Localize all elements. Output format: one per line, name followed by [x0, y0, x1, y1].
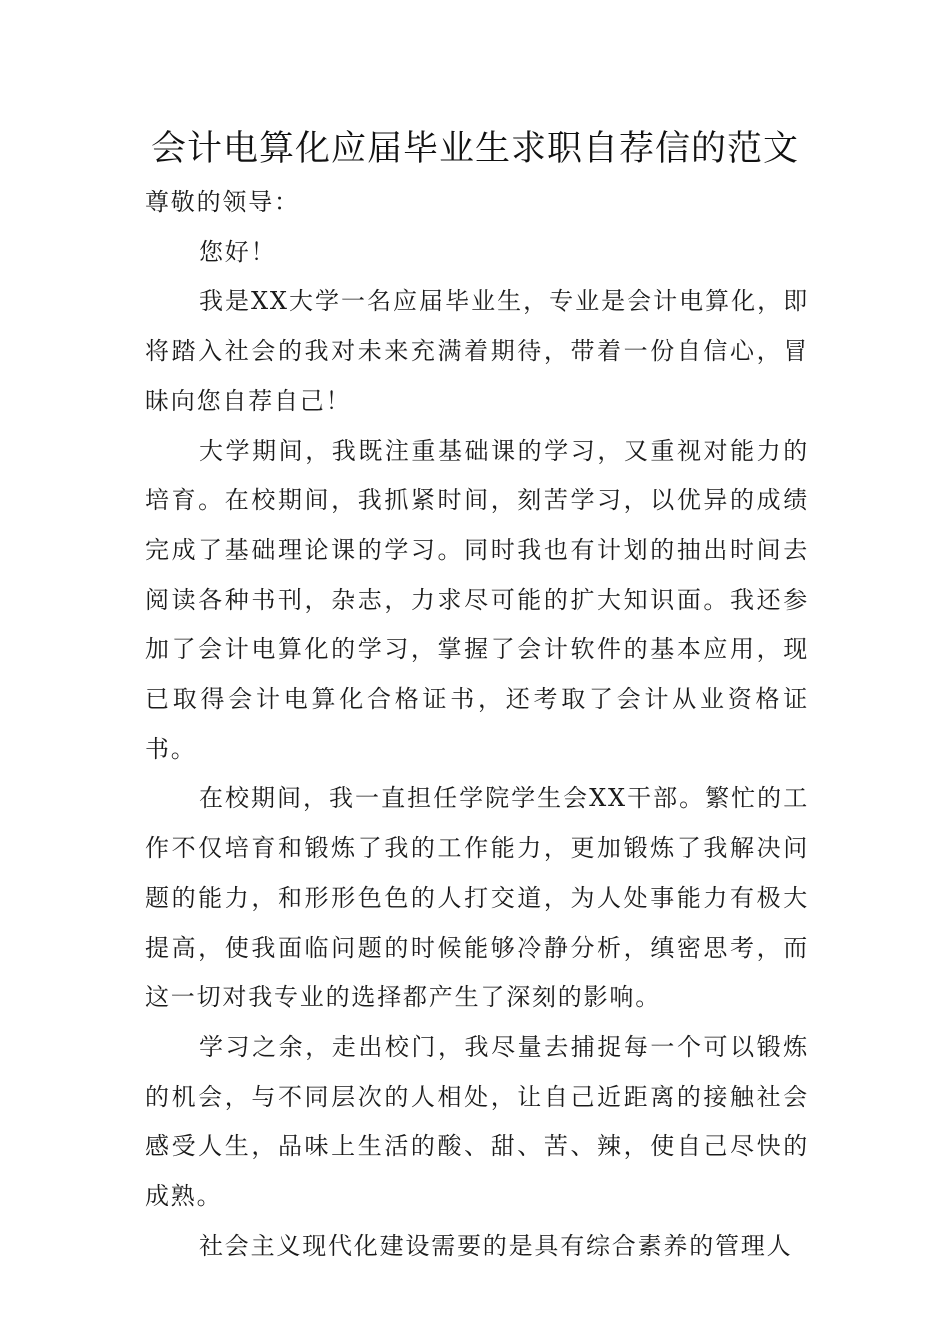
- paragraph-greeting: 您好！: [199, 237, 277, 266]
- paragraph-closing-partial: 社会主义现代化建设需要的是具有综合素养的管理人: [199, 1231, 793, 1260]
- paragraph-introduction: 我是XX大学一名应届毕业生，专业是会计电算化，即将踏入社会的我对未来充满着期待，带着一份自信心，冒昧向您自荐自己！: [145, 287, 809, 415]
- document-title: 会计电算化应届毕业生求职自荐信的范文: [150, 129, 799, 169]
- document-body: [145, 178, 809, 1271]
- paragraph-student-union: 在校期间，我一直担任学院学生会XX干部。繁忙的工作不仅培育和锻炼了我的工作能力，更加锻炼了我解决问题的能力，和形形色色的人打交道，为人处事能力有极大提高，使我面临问题的时候能够冷静分析，缜密思考，而这一切对我专业的选择都产生了深刻的影响。: [145, 784, 809, 1012]
- paragraph-university-study: 大学期间，我既注重基础课的学习，又重视对能力的培育。在校期间，我抓紧时间，刻苦学习，以优异的成绩完成了基础理论课的学习。同时我也有计划的抽出时间去阅读各种书刊，杂志，力求尽可能的扩大知识面。我还参加了会计电算化的学习，掌握了会计软件的基本应用，现已取得会计电算化合格证书，还考取了会计从业资格证书。: [145, 436, 809, 763]
- salutation: 尊敬的领导：: [145, 188, 300, 216]
- paragraph-social-practice: 学习之余，走出校门，我尽量去捕捉每一个可以锻炼的机会，与不同层次的人相处，让自己近距离的接触社会感受人生，品味上生活的酸、甜、苦、辣，使自己尽快的成熟。: [145, 1032, 809, 1211]
